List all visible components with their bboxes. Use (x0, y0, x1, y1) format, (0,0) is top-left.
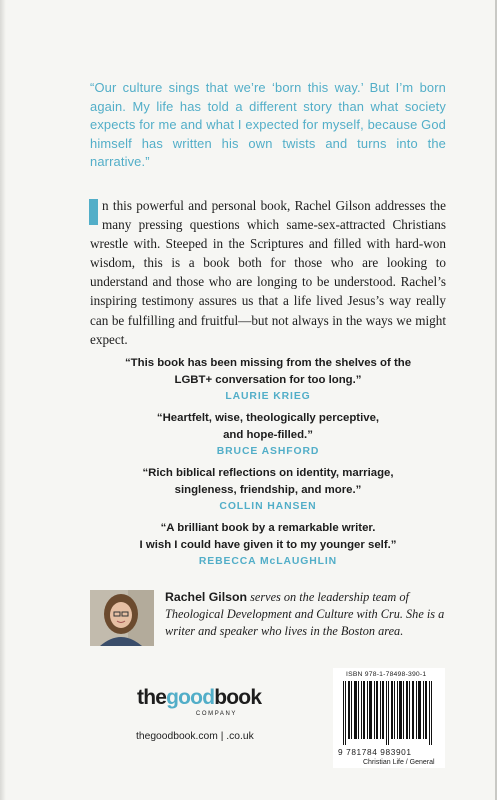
endorsement-author: BRUCE ASHFORD (216, 446, 320, 458)
pull-quote: “Our culture sings that we’re ‘born this way.’ But I’m born again. My life has told a different story than what society expects for me and what I expected for myself, because God himself has written his own twists and turns into the narrative.” (90, 80, 446, 170)
quote-line: “Rich biblical reflections on identity, marriage, (142, 467, 394, 479)
logo-good: good (166, 686, 215, 709)
page-edge (0, 0, 6, 800)
logo-book: book (214, 686, 262, 709)
endorsement-quote (90, 410, 446, 443)
endorsement-author: COLLIN HANSEN (219, 501, 317, 513)
isbn-label: ISBN 978-1-78498-390-1 (346, 671, 427, 678)
barcode-number: 9 781784 983901 (338, 747, 412, 757)
logo-wordmark (137, 686, 262, 710)
quote-line: and hope-filled.” (223, 428, 313, 441)
endorsement (90, 465, 446, 514)
quote-line: LGBT+ conversation for too long.” (174, 373, 362, 386)
drop-cap-icon (89, 199, 98, 225)
endorsement-quote (90, 355, 446, 388)
endorsement (90, 410, 446, 459)
endorsement-author: REBECCA McLAUGHLIN (198, 556, 338, 568)
endorsement-quote (90, 520, 446, 553)
author-bio (165, 589, 455, 641)
quote-line: singleness, friendship, and more.” (174, 483, 362, 496)
author-bio-text: serves on the leadership team of Theological Development and Culture with Cru. She is a writer and speaker who lives in the Boston area. (165, 590, 445, 639)
quote-line: “Heartfelt, wise, theologically perceptive, (156, 412, 380, 424)
quote-line: “This book has been missing from the shelves of the (124, 357, 412, 369)
logo-the: the (137, 686, 167, 709)
quote-line: I wish I could have given it to my younger self.” (139, 538, 397, 551)
publisher-logo (137, 686, 262, 726)
author-photo (90, 590, 154, 646)
intro-text: n this powerful and personal book, Rachel Gilson addresses the many pressing questions which same-sex-attracted Christians wrestle with. Steeped in the Scriptures and filled with hard-won wisdom, this is a book both for those who are looking to understand and those who are longing to be understood. Rachel’s inspiring testimony assures us that a life lived Jesus’s way really can be fulfilling and fruitful—but not always in the ways we might expect. (90, 198, 446, 347)
barcode-icon (337, 681, 443, 747)
endorsement (90, 520, 446, 569)
book-category: Christian Life / General (363, 759, 435, 766)
author-name: Rachel Gilson (165, 590, 248, 604)
endorsement-quote (90, 465, 446, 498)
quote-line: “A brilliant book by a remarkable writer. (160, 522, 376, 534)
intro-paragraph (90, 196, 446, 349)
endorsement (90, 355, 446, 404)
publisher-website: thegoodbook.com | .co.uk (136, 731, 254, 742)
endorsement-author: LAURIE KRIEG (225, 391, 311, 403)
logo-company: COMPANY (195, 711, 237, 717)
